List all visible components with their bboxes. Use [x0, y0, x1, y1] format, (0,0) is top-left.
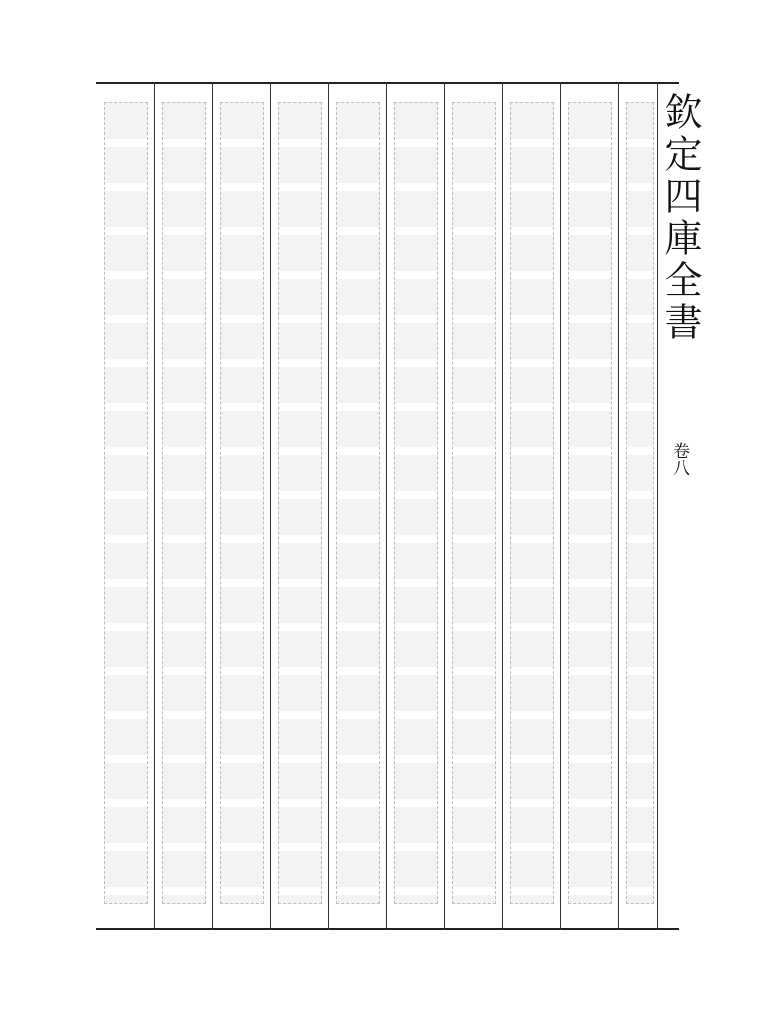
column-rule [154, 82, 155, 930]
column-rule [618, 82, 619, 930]
text-column [336, 102, 380, 904]
column-rule [386, 82, 387, 930]
text-column [278, 102, 322, 904]
page [96, 82, 702, 932]
text-column [162, 102, 206, 904]
bottom-border [96, 928, 679, 930]
text-column [568, 102, 612, 904]
text-column [104, 102, 148, 904]
text-column [510, 102, 554, 904]
column-rule [328, 82, 329, 930]
text-column [626, 102, 654, 904]
top-border [96, 82, 679, 84]
juan-label: 卷八 [669, 442, 689, 476]
book-title: 欽定四庫全書 [658, 92, 702, 344]
column-rule [560, 82, 561, 930]
column-rule [444, 82, 445, 930]
column-rule [212, 82, 213, 930]
text-column [452, 102, 496, 904]
column-rule [502, 82, 503, 930]
column-rule [270, 82, 271, 930]
text-column [220, 102, 264, 904]
text-column [394, 102, 438, 904]
